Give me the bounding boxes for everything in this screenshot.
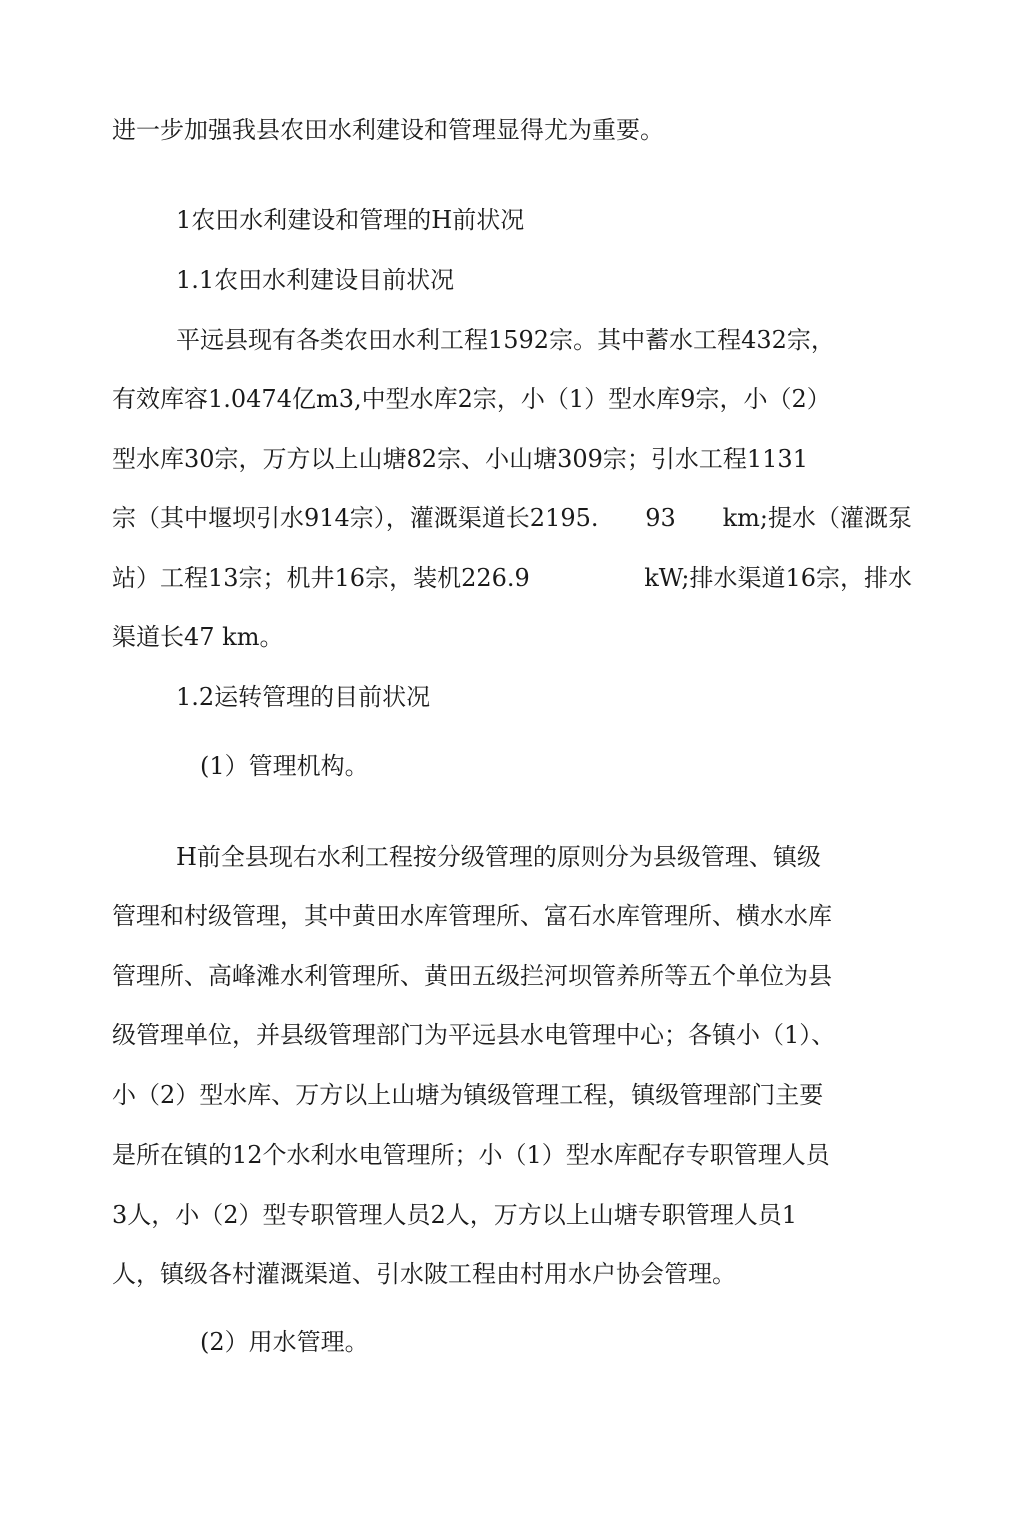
text-segment: 宗（其中堰坝引水914宗），灌溉渠道长2195.: [112, 504, 599, 532]
subsection-heading-1-2: 1.2运转管理的目前状况: [176, 683, 431, 711]
body-line: [112, 562, 912, 594]
body-line: 3人，小（2）型专职管理人员2人，万方以上山塘专职管理人员1: [112, 1201, 798, 1229]
body-line: 有效库容1.0474亿m3,中型水库2宗，小（1）型水库9宗，小（2）: [112, 385, 831, 413]
item-heading: (1）管理机构。: [200, 752, 369, 780]
body-line: [112, 502, 912, 534]
item-heading: (2）用水管理。: [200, 1328, 369, 1356]
body-line: 渠道长47 km。: [112, 623, 284, 651]
text-segment: km;提水（灌溉泵: [722, 504, 912, 532]
subsection-heading-1-1: 1.1农田水利建设目前状况: [176, 266, 455, 294]
body-line: 管理和村级管理，其中黄田水库管理所、富石水库管理所、横水水库: [112, 902, 832, 930]
body-line: 人，镇级各村灌溉渠道、引水陂工程由村用水户协会管理。: [112, 1260, 736, 1288]
body-line: 平远县现有各类农田水利工程1592宗。其中蓄水工程432宗，: [176, 326, 835, 354]
body-line: 管理所、高峰滩水利管理所、黄田五级拦河坝管养所等五个单位为县: [112, 962, 832, 990]
body-line: 型水库30宗，万方以上山塘82宗、小山塘309宗；引水工程1131: [112, 445, 808, 473]
text-segment: 站）工程13宗；机井16宗，装机226.9: [112, 564, 530, 592]
body-line: 是所在镇的12个水利水电管理所；小（1）型水库配存专职管理人员: [112, 1141, 830, 1169]
body-line: 级管理单位，并县级管理部门为平远县水电管理中心；各镇小（1）、: [112, 1021, 836, 1049]
section-heading-1: 1农田水利建设和管理的H前状况: [176, 206, 525, 234]
paragraph-continuation: 进一步加强我县农田水利建设和管理显得尤为重要。: [112, 116, 664, 144]
text-segment: kW;排水渠道16宗，排水: [644, 564, 912, 592]
body-line: H前全县现右水利工程按分级管理的原则分为县级管理、镇级: [176, 843, 821, 871]
body-line: 小（2）型水库、万方以上山塘为镇级管理工程，镇级管理部门主要: [112, 1081, 824, 1109]
text-segment: 93: [645, 504, 676, 532]
